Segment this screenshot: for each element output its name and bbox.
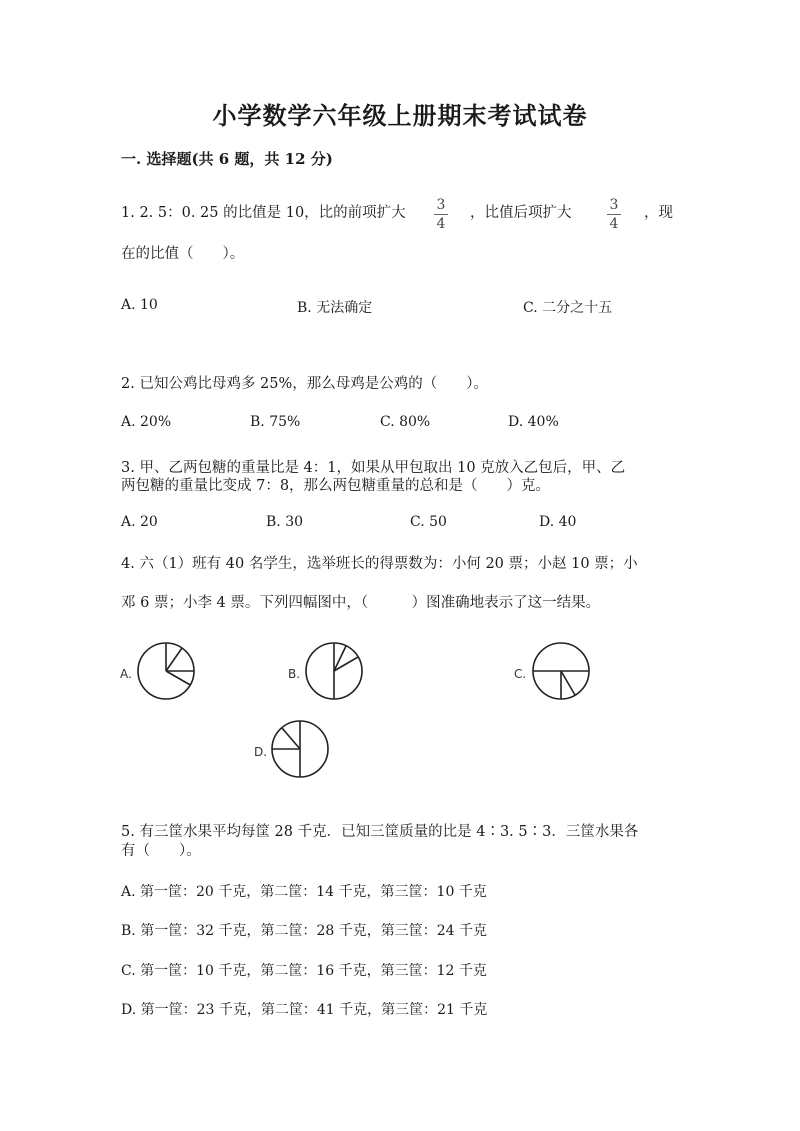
question-1-text-part1: 1. 2. 5：0. 25 的比值是 10，比的前项扩大 — [121, 205, 406, 221]
question-3-option-a: A. 20 — [121, 514, 158, 530]
question-5-option-a: A. 第一筐：20 千克，第二筐：14 千克，第三筐：10 千克 — [121, 884, 487, 900]
page-title: 小学数学六年级上册期末考试试卷 — [212, 101, 588, 130]
pie-a-divider — [166, 648, 182, 671]
pie-d-divider — [282, 728, 300, 749]
question-1-text-part2: ，比值后项扩大 — [470, 205, 572, 221]
pie-chart-b — [304, 641, 364, 701]
question-5-option-b: B. 第一筐：32 千克，第二筐：28 千克，第三筐：24 千克 — [121, 923, 487, 939]
question-2-option-c: C. 80% — [380, 414, 431, 430]
fraction-denominator: 4 — [436, 216, 446, 232]
question-2-option-a: A. 20% — [121, 414, 172, 430]
fraction-denominator: 4 — [609, 216, 619, 232]
pie-c-label: C. — [514, 667, 527, 681]
pie-chart-c — [531, 641, 591, 701]
pie-a-label: A. — [120, 667, 132, 681]
question-3-option-d: D. 40 — [539, 514, 577, 530]
section-heading: 一. 选择题(共 6 题，共 12 分) — [121, 150, 333, 168]
question-1-option-c: C. 二分之十五 — [523, 300, 613, 316]
question-5-option-d: D. 第一筐：23 千克，第二筐：41 千克，第三筐：21 千克 — [121, 1002, 488, 1018]
pie-d-label: D. — [254, 745, 268, 759]
question-4-text-line2: 邓 6 票；小李 4 票。下列四幅图中，（ ）图准确地表示了这一结果。 — [121, 595, 601, 611]
fraction-bar — [607, 214, 621, 215]
pie-b-label: B. — [288, 667, 301, 681]
question-2-option-d: D. 40% — [508, 414, 559, 430]
question-1-option-a: A. 10 — [121, 297, 158, 313]
question-3-option-b: B. 30 — [266, 514, 304, 530]
pie-a-divider — [166, 671, 190, 685]
question-5-text-line1: 5. 有三筐水果平均每筐 28 千克．已知三筐质量的比是 4∶3. 5∶3．三筐水果各 — [121, 824, 639, 840]
question-1-text-part3: ，现 — [644, 205, 673, 221]
question-1-fraction-2 — [606, 197, 622, 232]
fraction-bar — [434, 214, 448, 215]
pie-chart-a — [136, 641, 196, 701]
question-1-fraction-1 — [433, 197, 449, 232]
fraction-numerator: 3 — [436, 197, 446, 213]
question-5-option-c: C. 第一筐：10 千克，第二筐：16 千克，第三筐：12 千克 — [121, 963, 487, 979]
question-1-text-line2: 在的比值（ ）。 — [121, 246, 245, 262]
question-2-text: 2. 已知公鸡比母鸡多 25%，那么母鸡是公鸡的（ ）。 — [121, 376, 489, 392]
question-3-text-line1: 3. 甲、乙两包糖的重量比是 4：1，如果从甲包取出 10 克放入乙包后，甲、乙 — [121, 460, 626, 476]
question-3-option-c: C. 50 — [410, 514, 447, 530]
pie-c-divider — [561, 671, 575, 695]
question-1-option-b: B. 无法确定 — [297, 300, 373, 316]
question-4-text-line1: 4. 六（1）班有 40 名学生，选举班长的得票数为：小何 20 票；小赵 10 票；小 — [121, 556, 638, 572]
question-5-text-line2: 有（ ）。 — [121, 843, 201, 859]
fraction-numerator: 3 — [609, 197, 619, 213]
question-2-option-b: B. 75% — [250, 414, 301, 430]
question-3-text-line2: 两包糖的重量比变成 7：8，那么两包糖重量的总和是（ ）克。 — [121, 478, 551, 494]
pie-chart-d — [270, 719, 330, 779]
